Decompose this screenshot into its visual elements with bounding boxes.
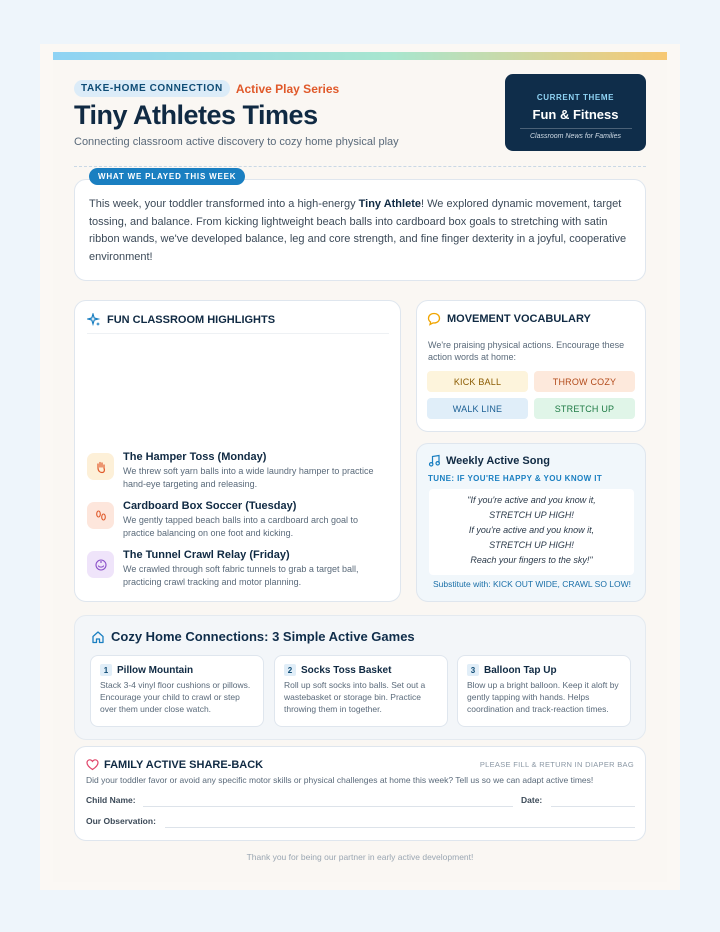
highlights-header xyxy=(87,313,275,327)
game-number: 1 xyxy=(100,664,112,676)
game-desc: Roll up soft socks into balls. Set out a wastebasket or storage bin. Practice throwing them in together. xyxy=(284,680,426,714)
hand-icon xyxy=(87,453,114,480)
week-summary-box xyxy=(74,179,646,281)
lyric-line: STRETCH UP HIGH! xyxy=(489,510,574,520)
lyric-line: "If you're active and you know it, xyxy=(467,495,596,505)
game-title: Balloon Tap Up xyxy=(484,664,557,676)
game-desc: Stack 3-4 vinyl floor cushions or pillows. Encourage your child to crawl or step over them under close watch. xyxy=(100,680,251,714)
highlight-desc: We threw soft yarn balls into a wide laundry hamper to practice hand-eye targeting and releasing. xyxy=(123,466,374,489)
sparkle-icon xyxy=(87,313,101,327)
lyric-line: If you're active and you know it, xyxy=(468,525,595,535)
movement-vocabulary-card xyxy=(416,300,646,432)
footprints-icon xyxy=(87,502,114,529)
lyric-line: Reach your fingers to the sky!" xyxy=(470,555,593,565)
game-number: 3 xyxy=(467,664,479,676)
game-number: 2 xyxy=(284,664,296,676)
home-game-card xyxy=(274,655,448,727)
song-substitute: Substitute with: KICK OUT WIDE, CRAWL SO LOW! xyxy=(432,579,632,589)
highlight-title: The Tunnel Crawl Relay (Friday) xyxy=(123,549,290,561)
share-title: FAMILY ACTIVE SHARE-BACK xyxy=(104,758,264,771)
highlight-title: The Hamper Toss (Monday) xyxy=(123,451,267,463)
vocab-chip: WALK LINE xyxy=(427,398,528,419)
speech-bubble-icon xyxy=(427,312,441,326)
lyric-line: STRETCH UP HIGH! xyxy=(489,540,574,550)
home-icon xyxy=(91,630,105,644)
home-title: Cozy Home Connections: 3 Simple Active Games xyxy=(111,629,415,644)
week-label-pill: WHAT WE PLAYED THIS WEEK xyxy=(89,168,245,185)
game-title: Pillow Mountain xyxy=(117,664,194,676)
observation-label: Our Observation: xyxy=(86,816,156,826)
share-header xyxy=(86,758,263,771)
home-header xyxy=(91,629,415,644)
highlight-item xyxy=(87,451,387,491)
home-game-card xyxy=(457,655,631,727)
observation-field[interactable] xyxy=(165,827,635,828)
vocab-chip: STRETCH UP xyxy=(534,398,635,419)
vocab-header xyxy=(427,312,591,326)
highlights-title: FUN CLASSROOM HIGHLIGHTS xyxy=(107,314,276,326)
header-tags xyxy=(74,80,339,97)
music-note-icon xyxy=(428,454,441,467)
header-divider xyxy=(74,166,646,167)
game-title: Socks Toss Basket xyxy=(301,664,392,676)
game-desc: Blow up a bright balloon. Keep it aloft by gently tapping with hands. Helps coordination and track-reaction times. xyxy=(467,680,619,714)
theme-divider xyxy=(520,128,632,129)
vocab-chip: KICK BALL xyxy=(427,371,528,392)
date-field[interactable] xyxy=(551,806,635,807)
vocab-title: MOVEMENT VOCABULARY xyxy=(447,313,591,325)
theme-note: Classroom News for Families xyxy=(529,133,622,140)
vocab-intro: We're praising physical actions. Encourage these action words at home: xyxy=(428,340,625,362)
week-summary-text: This week, your toddler transformed into a high-energy Tiny Athlete! We explored dynamic movement, target tossing, and balance. From kicking lightweight beach balls into cardboard box goals to stretching with satin ribbon wands, we've developed balance, leg and core strength, and fine finger dexterity in a joyful, cooperative environment! xyxy=(89,198,627,263)
home-game-card xyxy=(90,655,264,727)
newsletter-page xyxy=(40,44,680,890)
current-theme-box xyxy=(505,74,646,151)
highlight-item xyxy=(87,500,387,540)
child-name-label: Child Name: xyxy=(86,795,136,805)
heart-icon xyxy=(86,758,99,771)
highlight-desc: We gently tapped beach balls into a cardboard arch goal to practice balancing on one foot and kicking. xyxy=(123,515,358,538)
song-header xyxy=(428,454,550,467)
newsletter-title: Tiny Athletes Times xyxy=(74,100,318,130)
highlight-desc: We crawled through soft fabric tunnels to grab a target ball, practicing crawl tracking and motor planning. xyxy=(123,564,359,587)
rainbow-top-bar xyxy=(53,52,667,60)
song-title: Weekly Active Song xyxy=(446,454,550,467)
footer-thanks: Thank you for being our partner in early active development! xyxy=(246,852,474,862)
highlights-divider xyxy=(87,333,389,334)
highlight-item xyxy=(87,549,387,589)
take-home-tag: TAKE-HOME CONNECTION xyxy=(74,80,230,97)
tiny-athlete-highlight: Tiny Athlete xyxy=(358,198,421,210)
theme-name: Fun & Fitness xyxy=(532,107,619,122)
theme-label: CURRENT THEME xyxy=(536,93,615,102)
family-share-back-card xyxy=(74,746,646,841)
home-connections-section xyxy=(74,615,646,740)
weekly-song-card xyxy=(416,443,646,602)
child-name-field[interactable] xyxy=(143,806,513,807)
share-note: PLEASE FILL & RETURN IN DIAPER BAG xyxy=(479,760,634,769)
classroom-highlights-card xyxy=(74,300,401,602)
song-lyrics xyxy=(429,489,634,575)
highlight-title: Cardboard Box Soccer (Tuesday) xyxy=(123,500,297,512)
song-tune: TUNE: IF YOU'RE HAPPY & YOU KNOW IT xyxy=(428,474,603,483)
date-label: Date: xyxy=(521,795,543,805)
series-label: Active Play Series xyxy=(235,81,340,96)
crawl-icon xyxy=(87,551,114,578)
game-header xyxy=(284,664,391,676)
vocab-chip: THROW COZY xyxy=(534,371,635,392)
newsletter-sheet xyxy=(53,52,667,882)
newsletter-subtitle: Connecting classroom active discovery to cozy home physical play xyxy=(74,136,399,148)
game-header xyxy=(467,664,557,676)
game-header xyxy=(100,664,193,676)
share-question: Did your toddler favor or avoid any specific motor skills or physical challenges at home this week? Tell us so we can adapt active times! xyxy=(86,775,594,785)
